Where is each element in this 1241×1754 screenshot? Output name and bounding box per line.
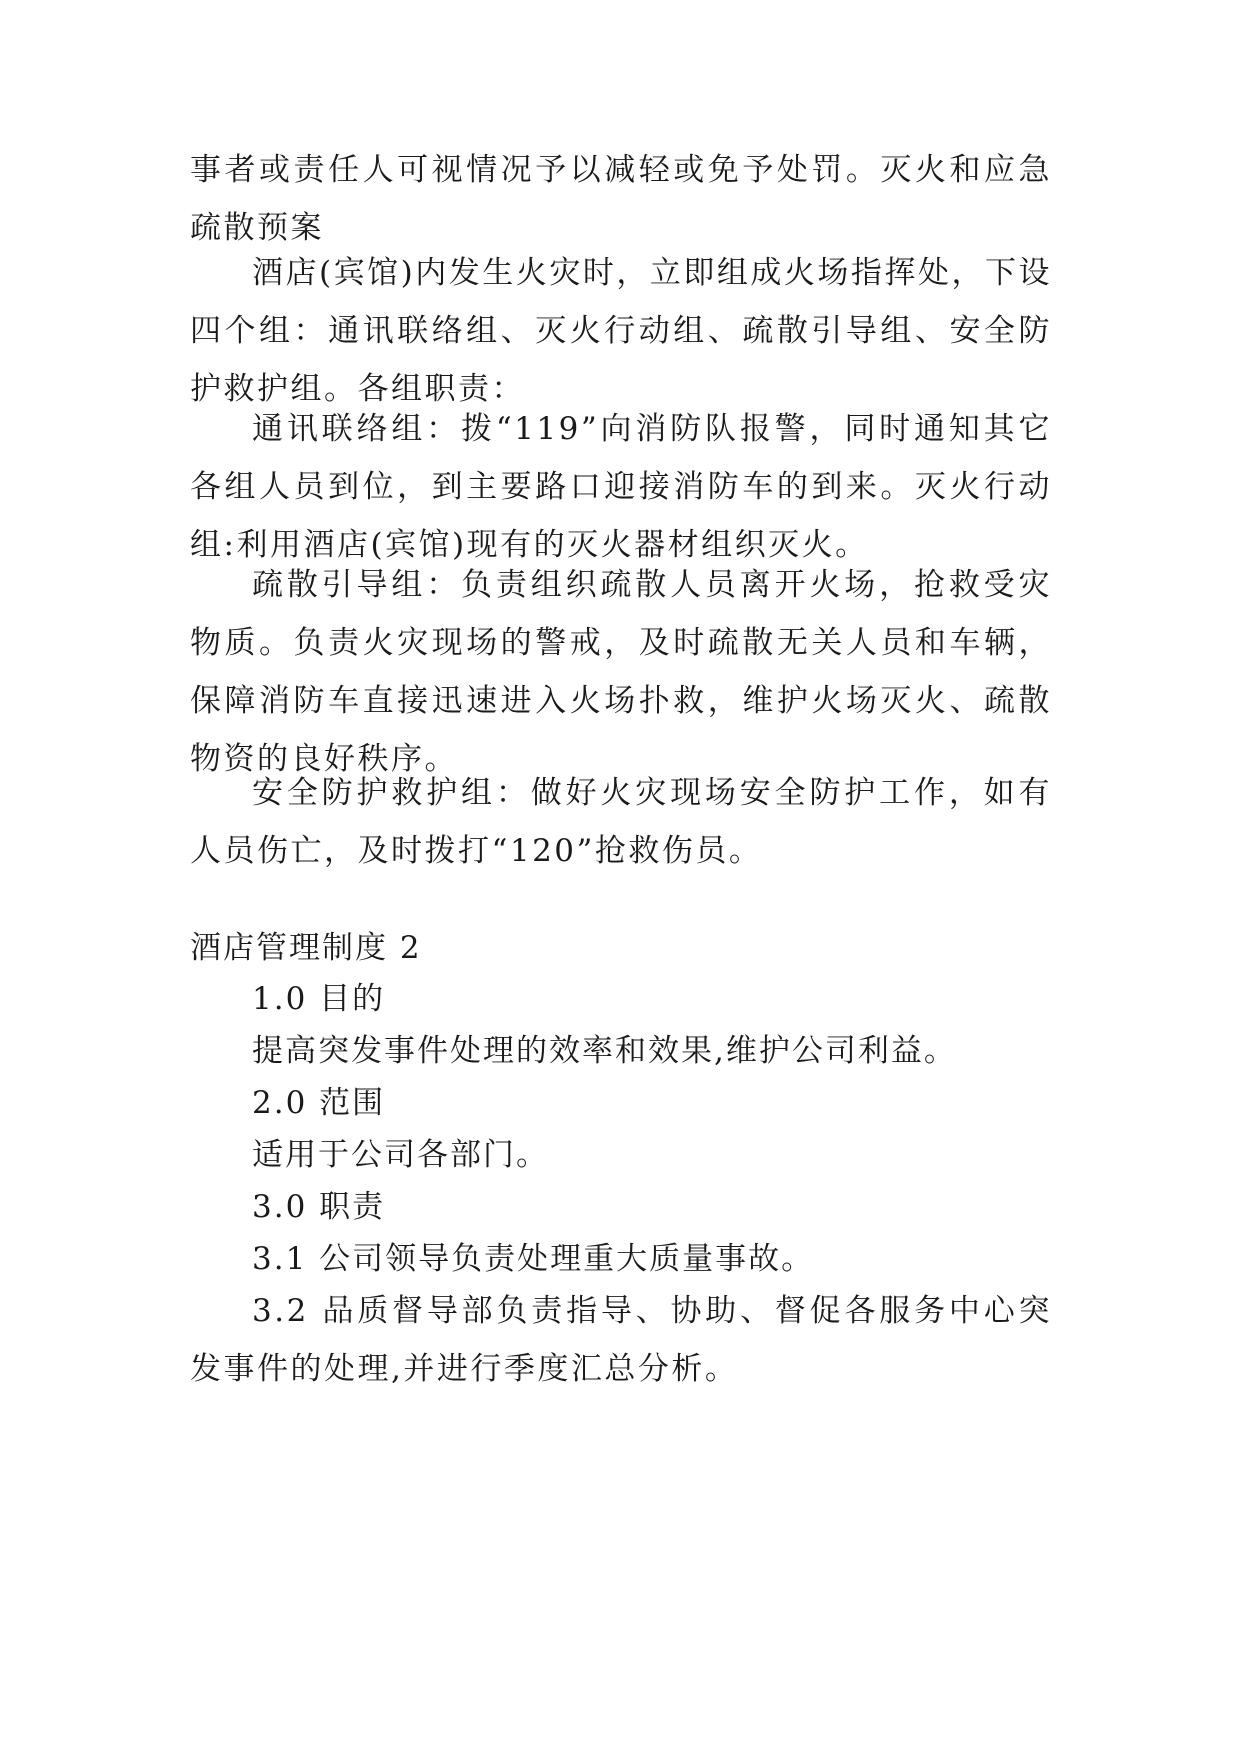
text-responsibility-3-1: 3.1 公司领导负责处理重大质量事故。 (252, 1241, 815, 1277)
text-scope: 适用于公司各部门。 (252, 1137, 549, 1173)
text-responsibility-3-2: 3.2 品质督导部负责指导、协助、督促各服务中心突发事件的处理,并进行季度汇总分析。 (190, 1293, 1052, 1387)
section-title: 酒店管理制度 2 (190, 930, 422, 966)
paragraph-safety-rescue-group: 安全防护救护组：做好火灾现场安全防护工作，如有人员伤亡，及时拨打“120”抢救伤员。 (190, 775, 1052, 869)
heading-responsibilities: 3.0 职责 (252, 1189, 386, 1225)
paragraph-continuation: 事者或责任人可视情况予以减轻或免予处罚。灭火和应急疏散预案 (190, 152, 1052, 246)
text-purpose: 提高突发事件处理的效率和效果,维护公司利益。 (252, 1033, 957, 1069)
paragraph-evacuation-group: 疏散引导组：负责组织疏散人员离开火场，抢救受灾物质。负责火灾现场的警戒，及时疏散无关人员和车辆，保障消防车直接迅速进入火场扑救，维护火场灭火、疏散物资的良好秩序。 (190, 567, 1052, 777)
heading-purpose: 1.0 目的 (252, 981, 386, 1017)
paragraph-command-post: 酒店(宾馆)内发生火灾时，立即组成火场指挥处，下设四个组：通讯联络组、灭火行动组、疏散引导组、安全防护救护组。各组职责： (190, 255, 1052, 407)
heading-scope: 2.0 范围 (252, 1085, 386, 1121)
paragraph-communication-group: 通讯联络组：拨“119”向消防队报警，同时通知其它各组人员到位，到主要路口迎接消防车的到来。灭火行动组:利用酒店(宾馆)现有的灭火器材组织灭火。 (190, 411, 1052, 563)
